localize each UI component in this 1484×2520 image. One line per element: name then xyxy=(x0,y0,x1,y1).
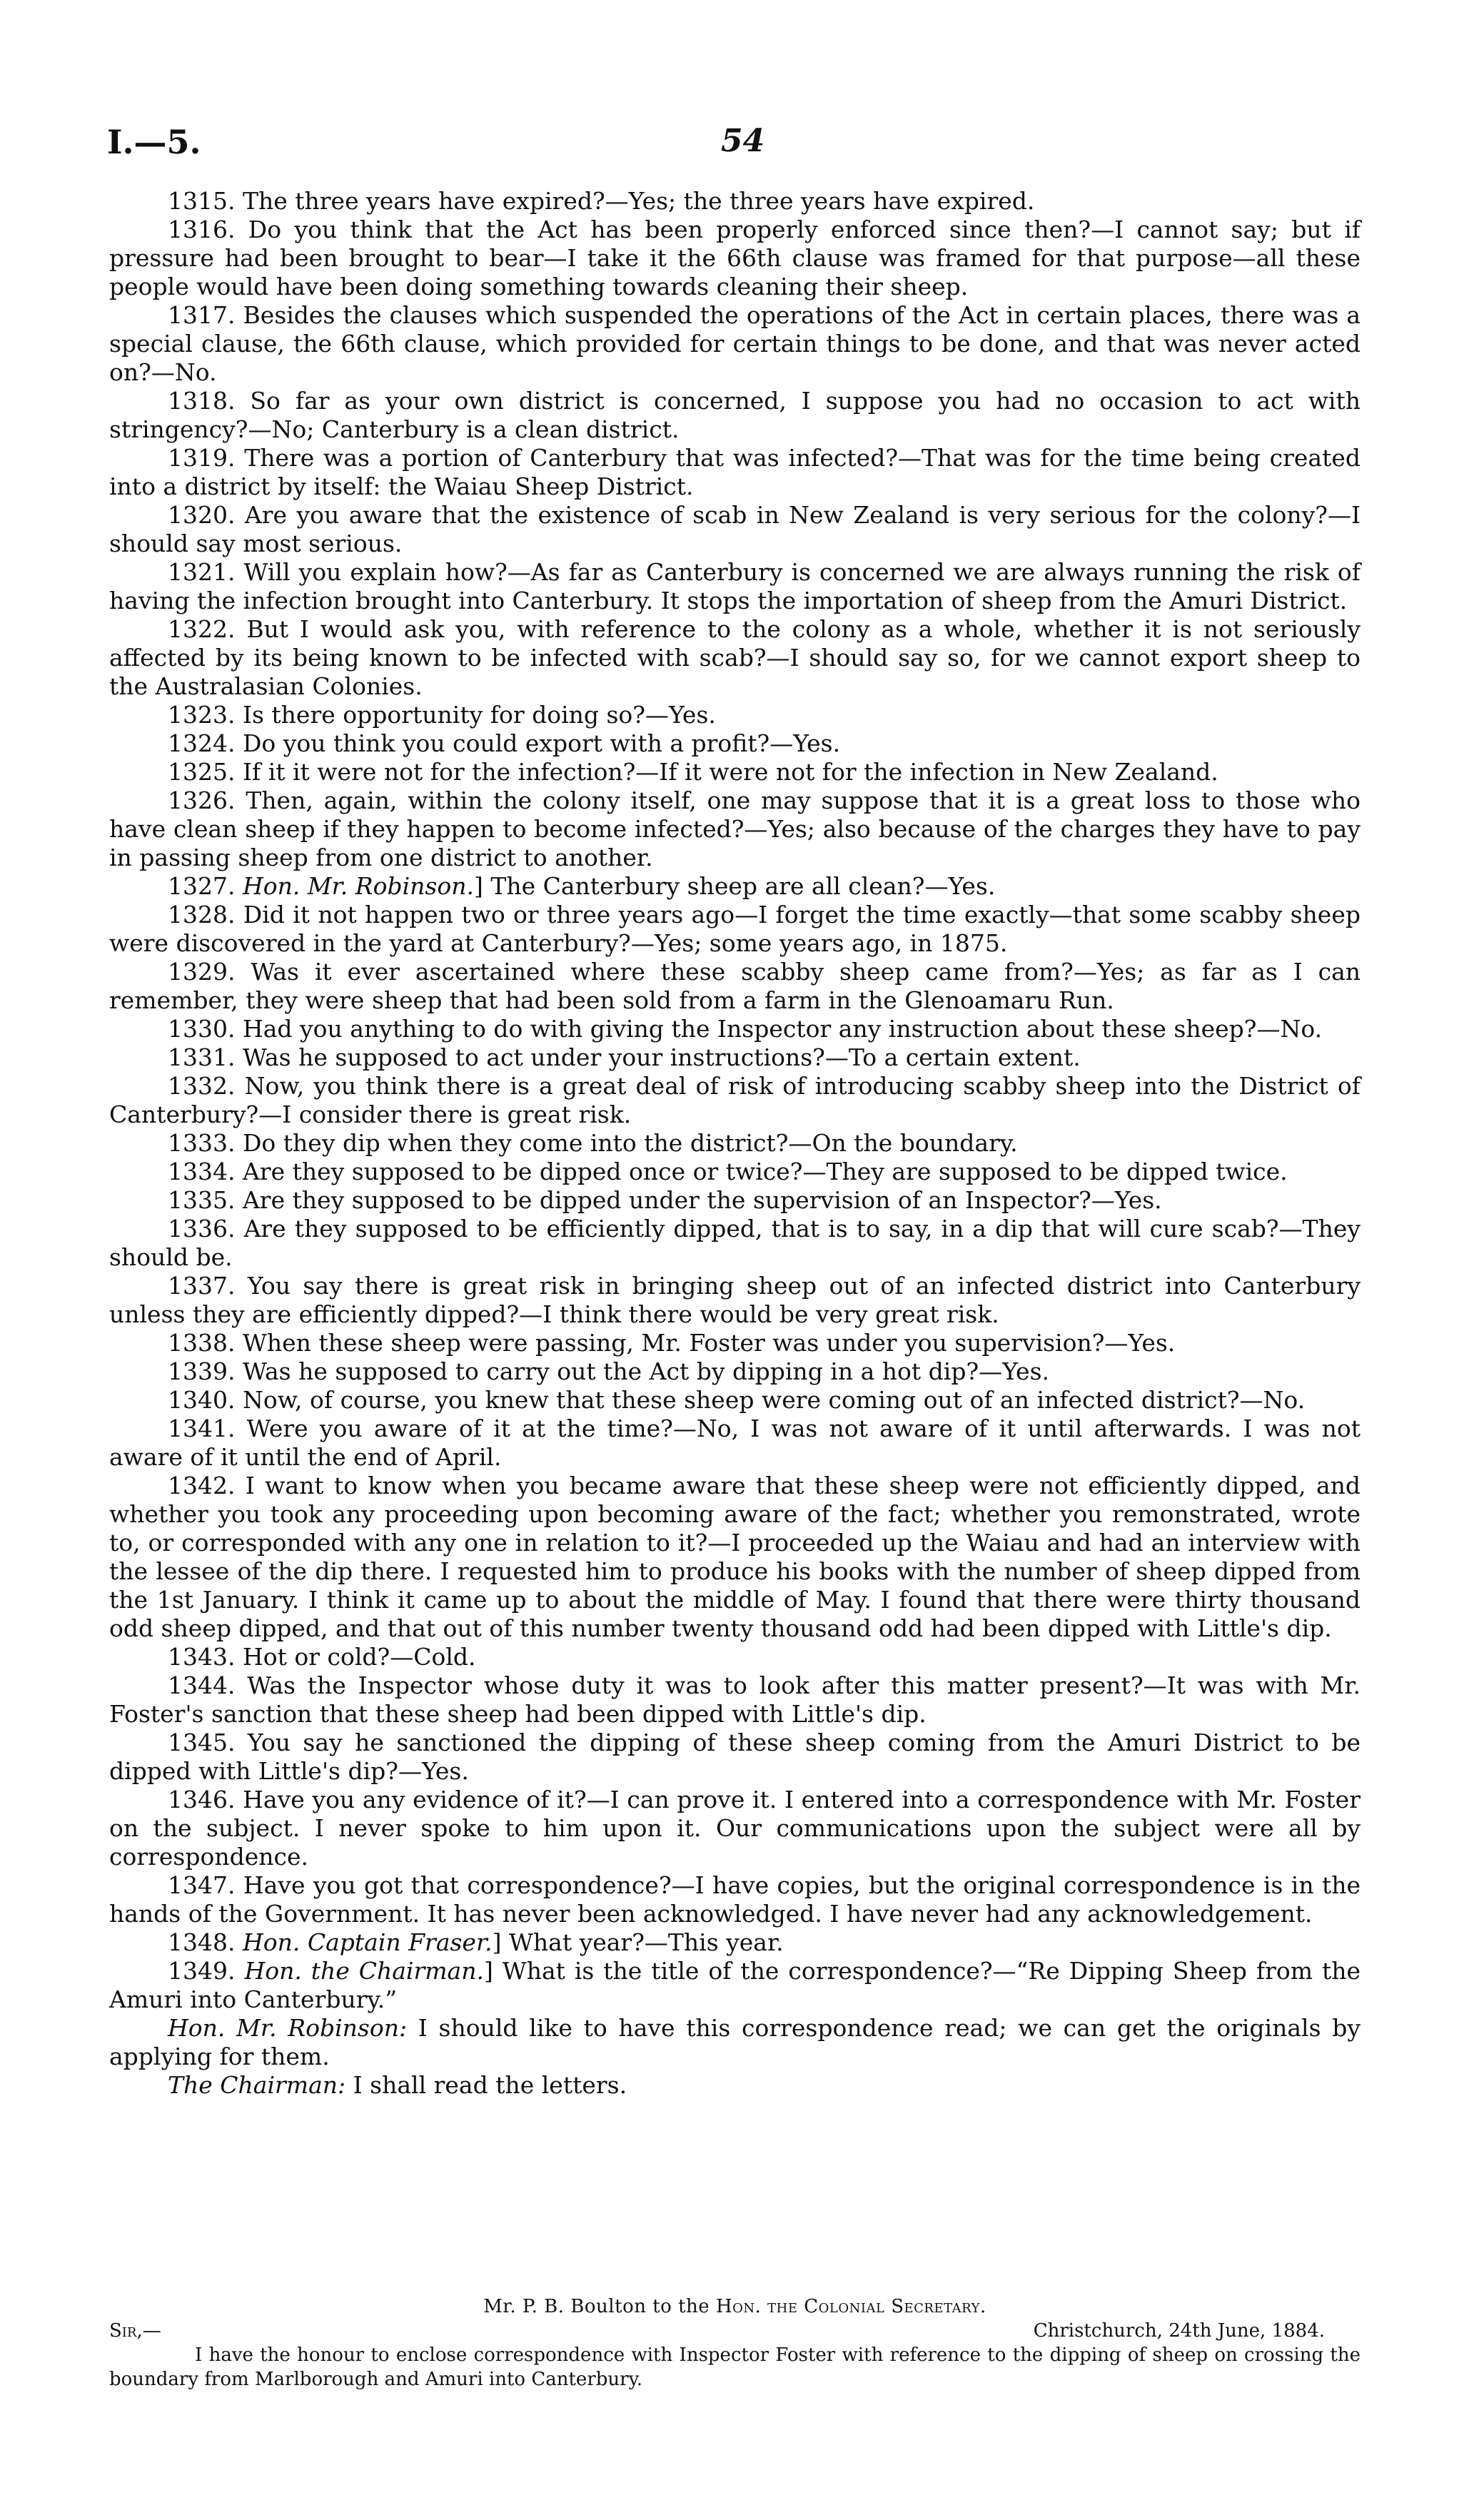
document-reference: I.—5. xyxy=(107,123,201,161)
paragraph xyxy=(109,872,1361,901)
paragraph: 1315. The three years have expired?—Yes; the three years have expired. xyxy=(168,187,1035,215)
paragraph: 1321. Will you explain how?—As far as Canterbury is concerned we are always running the risk of having the infection brought into Canterbury. It stops the importation of sheep from the Amuri District. xyxy=(109,558,1361,614)
paragraph: 1332. Now, you think there is a great deal of risk of introducing scabby sheep into the District of Canterbury?—I consider there is great risk. xyxy=(109,1072,1361,1128)
paragraph xyxy=(109,1928,1361,1957)
evidence-transcript xyxy=(109,187,1361,2100)
letter-connector: to the xyxy=(646,2296,716,2317)
question-number: 1327. xyxy=(168,872,236,900)
letter-salutation: Sir,— xyxy=(109,2320,161,2342)
paragraph: 1322. But I would ask you, with reference to the colony as a whole, whether it is not seriously affected by its being known to be infected with scab?—I should say so, for we cannot export sheep to the Australasian Colonies. xyxy=(109,615,1361,700)
paragraph: 1340. Now, of course, you knew that these sheep were coming out of an infected district?—No. xyxy=(168,1386,1306,1414)
paragraph-text: ] The Canterbury sheep are all clean?—Yes. xyxy=(473,872,996,900)
paragraph: 1343. Hot or cold?—Cold. xyxy=(168,1643,476,1671)
paragraph: 1338. When these sheep were passing, Mr. Foster was under you supervision?—Yes. xyxy=(168,1329,1176,1357)
paragraph: 1347. Have you got that correspondence?—I have copies, but the original correspondence is in the hands of the Government. It has never been acknowledged. I have never had any acknowledgement. xyxy=(109,1871,1361,1928)
paragraph: 1329. Was it ever ascertained where these scabby sheep came from?—Yes; as far as I can remember, they were sheep that had been sold from a farm in the Glenoamaru Run. xyxy=(109,958,1361,1014)
paragraph: 1344. Was the Inspector whose duty it was to look after this matter present?—It was with Mr. Foster's sanction that these sheep had been dipped with Little's dip. xyxy=(109,1671,1361,1728)
paragraph: 1325. If it it were not for the infection?—If it were not for the infection in New Zealand. xyxy=(168,758,1218,786)
letter-date: Christchurch, 24th June, 1884. xyxy=(1033,2320,1325,2342)
paragraph-text: ] What year?—This year. xyxy=(492,1928,784,1956)
paragraph: 1330. Had you anything to do with giving the Inspector any instruction about these sheep?—No. xyxy=(168,1015,1323,1043)
page-number: 54 xyxy=(721,123,765,159)
paragraph: 1334. Are they supposed to be dipped once or twice?—They are supposed to be dipped twice. xyxy=(168,1158,1288,1185)
paragraph: 1345. You say he sanctioned the dipping of these sheep coming from the Amuri District to be dipped with Little's dip?—Yes. xyxy=(109,1729,1361,1785)
paragraph: 1337. You say there is great risk in bringing sheep out of an infected district into Canterbury unless they are efficiently dipped?—I think there would be very great risk. xyxy=(109,1272,1361,1328)
speaker: Hon. Mr. Robinson. xyxy=(242,872,474,900)
paragraph: 1324. Do you think you could export with a profit?—Yes. xyxy=(168,729,841,757)
paragraph-text: I shall read the letters. xyxy=(345,2071,627,2099)
speaker: The Chairman: xyxy=(168,2071,346,2099)
speaker: Hon. Captain Fraser. xyxy=(242,1928,493,1956)
paragraph: 1317. Besides the clauses which suspended the operations of the Act in certain places, there was a special clause, the 66th clause, which provided for certain things to be done, and that was never acted on?—No. xyxy=(109,301,1361,386)
question-number: 1349. xyxy=(168,1957,236,1985)
paragraph-text: ] What is the title of the correspondence?—“Re Dipping Sheep from the Amuri into Canterbury.” xyxy=(109,1957,1361,2013)
letter-body: I have the honour to enclose correspondence with Inspector Foster with reference to the dipping of sheep on crossing the boundary from Marlborough and Amuri into Canterbury. xyxy=(109,2344,1361,2390)
paragraph: 1316. Do you think that the Act has been properly enforced since then?—I cannot say; but if pressure had been brought to bear—I take it the 66th clause was framed for that purpose—all these people would have been doing something towards cleaning their sheep. xyxy=(109,216,1361,300)
letter-heading xyxy=(109,2294,1361,2319)
letter-to: Hon. the Colonial Secretary. xyxy=(715,2296,986,2317)
speaker: Hon. Mr. Robinson: xyxy=(168,2014,408,2042)
paragraph: 1323. Is there opportunity for doing so?—Yes. xyxy=(168,701,716,729)
paragraph: 1339. Was he supposed to carry out the Act by dipping in a hot dip?—Yes. xyxy=(168,1357,1050,1385)
paragraph: 1326. Then, again, within the colony itself, one may suppose that it is a great loss to those who have clean sheep if they happen to become infected?—Yes; also because of the charges they have to pay in passing sheep from one district to another. xyxy=(109,786,1361,871)
paragraph: 1346. Have you any evidence of it?—I can prove it. I entered into a correspondence with Mr. Foster on the subject. I never spoke to him upon it. Our communications upon the subject were all by correspondence. xyxy=(109,1786,1361,1871)
paragraph: 1328. Did it not happen two or three years ago—I forget the time exactly—that some scabby sheep were discovered in the yard at Canterbury?—Yes; some years ago, in 1875. xyxy=(109,901,1361,957)
paragraph: 1333. Do they dip when they come into the district?—On the boundary. xyxy=(168,1129,1018,1157)
paragraph: 1335. Are they supposed to be dipped under the supervision of an Inspector?—Yes. xyxy=(168,1186,1162,1214)
paragraph: 1336. Are they supposed to be efficiently dipped, that is to say, in a dip that will cure scab?—They should be. xyxy=(109,1215,1361,1271)
paragraph: 1320. Are you aware that the existence of scab in New Zealand is very serious for the colony?—I should say most serious. xyxy=(109,501,1361,557)
paragraph xyxy=(109,2014,1361,2071)
letter-salutation-row xyxy=(109,2319,1361,2343)
speaker: Hon. the Chairman. xyxy=(244,1957,484,1985)
question-number: 1348. xyxy=(168,1928,236,1956)
paragraph: 1319. There was a portion of Canterbury that was infected?—That was for the time being created into a district by itself: the Waiau Sheep District. xyxy=(109,444,1361,500)
page-header xyxy=(107,123,1377,166)
paragraph-text: I should like to have this correspondence read; we can get the originals by applying for them. xyxy=(109,2014,1361,2070)
paragraph xyxy=(109,1957,1361,2014)
letter-from: Mr. P. B. Boulton xyxy=(483,2296,647,2317)
paragraph: 1341. Were you aware of it at the time?—No, I was not aware of it until afterwards. I was not aware of it until the end of April. xyxy=(109,1415,1361,1471)
letter xyxy=(109,2294,1361,2392)
paragraph: 1342. I want to know when you became aware that these sheep were not efficiently dipped, and whether you took any proceeding upon becoming aware of the fact; whether you remonstrated, wrote to, or corresponded with any one in relation to it?—I proceeded up the Waiau and had an interview with the lessee of the dip there. I requested him to produce his books with the number of sheep dipped from the 1st January. I think it came up to about the middle of May. I found that there were thirty thousand odd sheep dipped, and that out of this number twenty thousand odd had been dipped with Little's dip. xyxy=(109,1472,1361,1642)
paragraph: 1331. Was he supposed to act under your instructions?—To a certain extent. xyxy=(168,1043,1081,1071)
paragraph xyxy=(109,2071,1361,2100)
paragraph: 1318. So far as your own district is concerned, I suppose you had no occasion to act with stringency?—No; Canterbury is a clean district. xyxy=(109,387,1361,443)
